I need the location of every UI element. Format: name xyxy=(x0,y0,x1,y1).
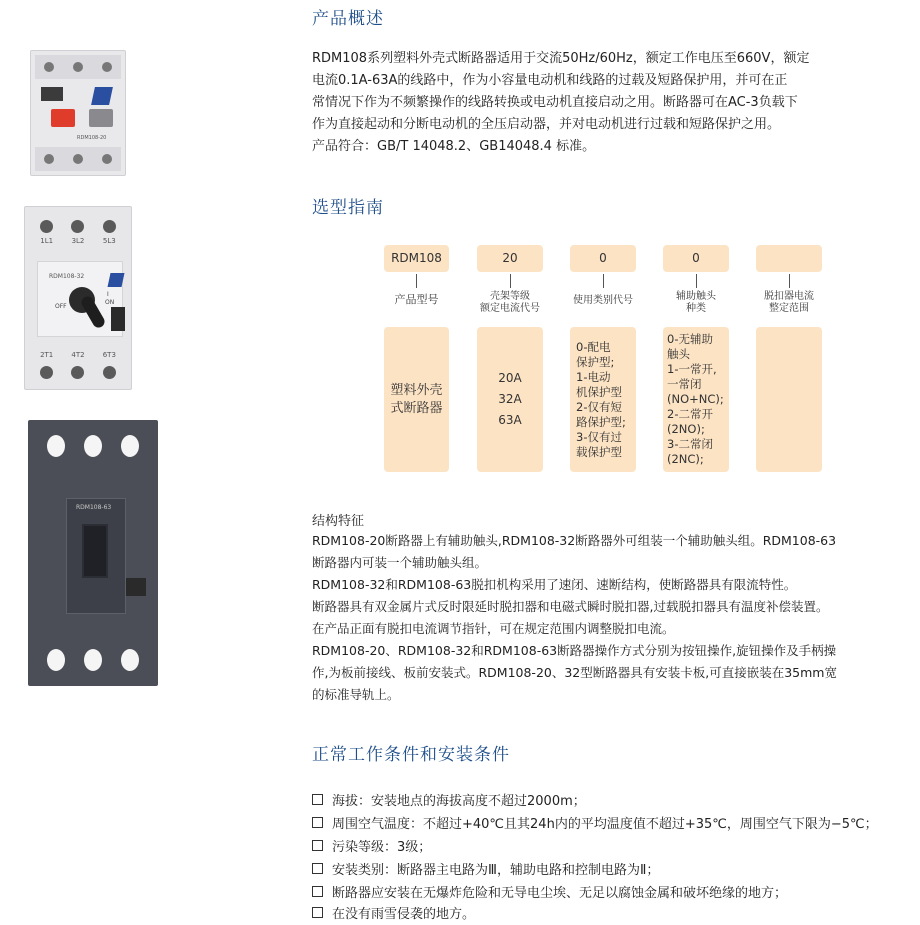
terminal-screw xyxy=(71,366,84,379)
selection-heading: 选型指南 xyxy=(312,198,384,218)
product-image-rdm108-20 xyxy=(30,50,126,176)
structure-paragraph xyxy=(312,530,912,706)
overview-line: 作为直接起动和分断电动机的全压启动器，并对电动机进行过载和短路保护之用。 xyxy=(312,117,781,132)
terminal-hole xyxy=(47,435,65,457)
terminal-hole xyxy=(121,649,139,671)
code-box-model: RDM108 xyxy=(384,245,449,272)
terminal-screw xyxy=(40,220,53,233)
structure-line: RDM108-32和RDM108-63脱扣机构采用了速闭、速断结构，使断路器具有限流特性。 xyxy=(312,577,797,592)
overview-line: 电流0.1A-63A的线路中，作为小容量电动机和线路的过载及短路保护用，并可在正 xyxy=(312,73,788,88)
terminal-hole xyxy=(121,435,139,457)
terminal-screw xyxy=(103,366,116,379)
trip-adjuster xyxy=(126,578,146,596)
overview-line: 常情况下作为不频繁操作的线路转换或电动机直接启动之用。断路器可在AC-3负载下 xyxy=(312,95,798,110)
structure-line: RDM108-20断路器上有辅助触头,RDM108-32断路器外可组装一个辅助触头组。RDM108-63 xyxy=(312,533,837,548)
condition-item xyxy=(312,836,431,855)
top-terminal-row xyxy=(35,55,121,79)
condition-item xyxy=(312,903,475,922)
off-button xyxy=(89,109,113,127)
condition-text: 周围空气温度：不超过+40℃且其24h内的平均温度值不超过+35℃，周围空气下限为−5℃； xyxy=(332,817,878,832)
terminal-screw xyxy=(102,62,112,72)
desc-box-category xyxy=(570,327,636,472)
terminal-hole xyxy=(47,649,65,671)
top-terminal-labels xyxy=(31,237,125,245)
overview-paragraph xyxy=(312,48,912,158)
structure-line: 断路器具有双金属片式反时限延时脱扣器和电磁式瞬时脱扣器,过载脱扣器具有温度补偿装置。 xyxy=(312,599,829,614)
code-box-category: 0 xyxy=(570,245,636,272)
model-label: RDM108-32 xyxy=(49,273,85,280)
checkbox-icon xyxy=(312,840,323,851)
structure-line: RDM108-20、RDM108-32和RDM108-63断路器操作方式分别为按钮操作,旋钮操作及手柄操 xyxy=(312,643,837,658)
overview-line: RDM108系列塑料外壳式断路器适用于交流50Hz/60Hz，额定工作电压至660V，额定 xyxy=(312,51,810,66)
condition-item xyxy=(312,882,787,901)
condition-text: 断路器应安装在无爆炸危险和无导电尘埃、无足以腐蚀金属和破坏绝缘的地方； xyxy=(332,886,788,901)
code-box-trip-range xyxy=(756,245,822,272)
structure-line: 在产品正面有脱扣电流调节指针，可在规定范围内调整脱扣电流。 xyxy=(312,621,675,636)
desc-text: 塑料外壳 式断路器 xyxy=(390,382,443,416)
overview-heading: 产品概述 xyxy=(312,9,384,29)
overview-line: 产品符合：GB/T 14048.2、GB14048.4 标准。 xyxy=(312,139,596,154)
desc-box-aux-contact xyxy=(663,327,729,472)
on-label: ON xyxy=(105,299,115,306)
i-label: I xyxy=(107,291,109,298)
top-terminal-row xyxy=(38,426,148,466)
connector-line xyxy=(416,274,417,288)
label-model: 产品型号 xyxy=(394,293,439,306)
connector-line xyxy=(789,274,790,288)
desc-box-frame xyxy=(477,327,543,472)
checkbox-icon xyxy=(312,863,323,874)
terminal-hole xyxy=(84,649,102,671)
terminal-label: 5L3 xyxy=(102,237,116,245)
indicator-window xyxy=(41,87,63,101)
condition-item xyxy=(312,859,659,878)
bottom-terminal-row xyxy=(35,147,121,171)
label-aux-contact: 辅助触头 种类 xyxy=(676,291,716,314)
label-trip-range: 脱扣器电流 整定范围 xyxy=(764,291,814,314)
terminal-screw xyxy=(40,366,53,379)
terminal-screw xyxy=(73,62,83,72)
label-category: 使用类别代号 xyxy=(573,295,633,306)
terminal-screw xyxy=(103,220,116,233)
structure-line: 的标准导轨上。 xyxy=(312,687,400,702)
checkbox-icon xyxy=(312,817,323,828)
desc-box-model xyxy=(384,327,449,472)
bottom-terminal-row xyxy=(38,640,148,680)
label-frame: 壳架等级 额定电流代号 xyxy=(480,291,540,314)
condition-text: 在没有雨雪侵袭的地方。 xyxy=(332,907,476,922)
terminal-label: 3L2 xyxy=(71,237,85,245)
on-button xyxy=(51,109,75,127)
desc-box-trip-range xyxy=(756,327,822,472)
structure-line: 作,为板前接线、板前安装式。RDM108-20、32型断路器具有安装卡板,可直接嵌装在35mm宽 xyxy=(312,665,837,680)
desc-text: 20A 32A 63A xyxy=(498,371,522,427)
terminal-label: 4T2 xyxy=(71,351,85,359)
bottom-terminal-row xyxy=(31,357,125,387)
condition-text: 污染等级：3级； xyxy=(332,840,432,855)
brand-logo xyxy=(91,87,113,105)
checkbox-icon xyxy=(312,794,323,805)
condition-text: 海拔：安装地点的海拔高度不超过2000m； xyxy=(332,794,586,809)
off-label: OFF xyxy=(55,303,67,310)
terminal-screw xyxy=(44,154,54,164)
condition-text: 安装类别：断路器主电路为Ⅲ，辅助电路和控制电路为Ⅱ； xyxy=(332,863,660,878)
terminal-screw xyxy=(71,220,84,233)
connector-line xyxy=(510,274,511,288)
connector-line xyxy=(696,274,697,288)
structure-line: 断路器内可装一个辅助触头组。 xyxy=(312,555,488,570)
condition-item xyxy=(312,790,586,809)
terminal-label: 2T1 xyxy=(40,351,54,359)
desc-text: 0-配电 保护型; 1-电动 机保护型 2-仅有短 路保护型; 3-仅有过 载保护型 xyxy=(576,339,626,459)
brand-logo xyxy=(108,273,125,287)
conditions-heading: 正常工作条件和安装条件 xyxy=(312,745,510,765)
model-label: RDM108-20 xyxy=(77,135,107,141)
checkbox-icon xyxy=(312,907,323,918)
terminal-screw xyxy=(102,154,112,164)
connector-line xyxy=(603,274,604,288)
toggle-handle xyxy=(82,524,108,578)
product-image-rdm108-32 xyxy=(24,206,132,390)
terminal-label: 6T3 xyxy=(102,351,116,359)
checkbox-icon xyxy=(312,886,323,897)
condition-item xyxy=(312,813,878,832)
terminal-hole xyxy=(84,435,102,457)
code-box-frame: 20 xyxy=(477,245,543,272)
code-box-aux-contact: 0 xyxy=(663,245,729,272)
terminal-screw xyxy=(73,154,83,164)
terminal-label: 1L1 xyxy=(40,237,54,245)
desc-text: 0-无辅助 触头 1-一常开, 一常闭 (NO+NC); 2-二常开 (2NO); 3-二常闭 (2NC); xyxy=(667,332,724,466)
product-image-rdm108-63 xyxy=(28,420,158,686)
terminal-screw xyxy=(44,62,54,72)
model-label: RDM108-63 xyxy=(76,504,112,511)
trip-adjuster xyxy=(111,307,125,331)
structure-title: 结构特征 xyxy=(312,514,365,529)
